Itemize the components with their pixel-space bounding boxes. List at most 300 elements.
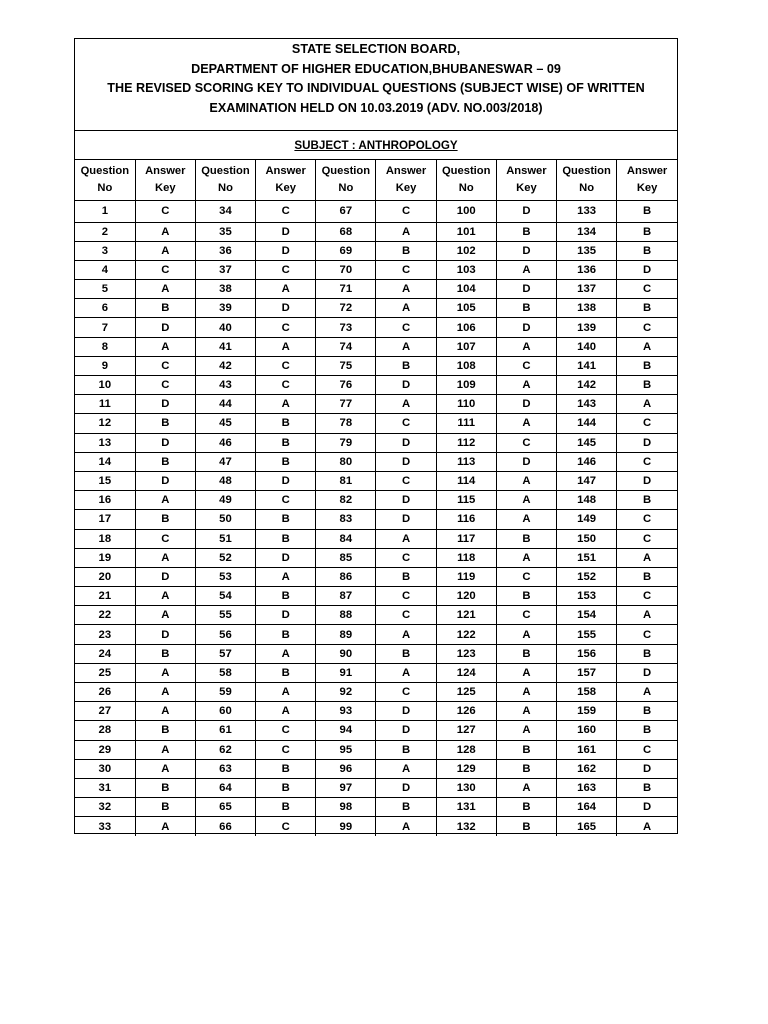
answer-key-header: Answer Key xyxy=(135,160,195,200)
answer-key-cell: C xyxy=(376,587,436,606)
board-name: STATE SELECTION BOARD, xyxy=(291,42,461,56)
table-row xyxy=(75,318,677,337)
question-number-cell: 11 xyxy=(75,395,135,414)
table-row xyxy=(75,548,677,567)
answer-key-cell: C xyxy=(135,529,195,548)
question-number-cell: 58 xyxy=(195,663,255,682)
answer-key-cell: B xyxy=(256,529,316,548)
answer-key-cell: B xyxy=(256,778,316,797)
question-number-cell: 22 xyxy=(75,606,135,625)
question-number-cell: 111 xyxy=(436,414,496,433)
answer-key-cell: B xyxy=(617,356,677,375)
answer-key-cell: B xyxy=(135,510,195,529)
question-number-cell: 12 xyxy=(75,414,135,433)
answer-key-cell: A xyxy=(135,491,195,510)
answer-key-cell: A xyxy=(376,222,436,241)
question-number-cell: 150 xyxy=(557,529,617,548)
question-number-cell: 148 xyxy=(557,491,617,510)
answer-key-cell: A xyxy=(496,683,556,702)
answer-key-cell: A xyxy=(135,817,195,836)
answer-key-cell: D xyxy=(135,395,195,414)
answer-key-cell: B xyxy=(376,644,436,663)
answer-key-cell: B xyxy=(617,299,677,318)
question-number-cell: 109 xyxy=(436,376,496,395)
table-row xyxy=(75,759,677,778)
answer-key-cell: A xyxy=(376,395,436,414)
question-number-cell: 15 xyxy=(75,471,135,490)
table-row xyxy=(75,200,677,222)
answer-key-cell: A xyxy=(617,337,677,356)
answer-key-cell: C xyxy=(617,740,677,759)
question-number-cell: 72 xyxy=(316,299,376,318)
answer-key-cell: A xyxy=(376,337,436,356)
table-row xyxy=(75,337,677,356)
answer-key-cell: C xyxy=(617,452,677,471)
answer-key-cell: A xyxy=(376,663,436,682)
question-number-cell: 84 xyxy=(316,529,376,548)
answer-key-cell: D xyxy=(496,318,556,337)
question-number-cell: 144 xyxy=(557,414,617,433)
question-number-cell: 77 xyxy=(316,395,376,414)
question-number-cell: 118 xyxy=(436,548,496,567)
question-number-cell: 115 xyxy=(436,491,496,510)
answer-key-cell: C xyxy=(256,260,316,279)
question-number-cell: 119 xyxy=(436,567,496,586)
question-number-cell: 74 xyxy=(316,337,376,356)
answer-key-cell: A xyxy=(496,471,556,490)
answer-key-cell: A xyxy=(496,491,556,510)
question-number-cell: 56 xyxy=(195,625,255,644)
question-number-cell: 90 xyxy=(316,644,376,663)
table-row xyxy=(75,778,677,797)
answer-key-cell: A xyxy=(135,587,195,606)
answer-key-header: Answer Key xyxy=(617,160,677,200)
question-number-cell: 46 xyxy=(195,433,255,452)
question-number-cell: 28 xyxy=(75,721,135,740)
answer-key-cell: A xyxy=(256,644,316,663)
question-number-cell: 40 xyxy=(195,318,255,337)
question-number-cell: 9 xyxy=(75,356,135,375)
question-number-cell: 39 xyxy=(195,299,255,318)
answer-key-cell: B xyxy=(256,587,316,606)
answer-key-cell: A xyxy=(496,414,556,433)
answer-key-cell: C xyxy=(376,414,436,433)
answer-key-cell: B xyxy=(496,529,556,548)
table-row xyxy=(75,567,677,586)
answer-key-cell: A xyxy=(617,606,677,625)
answer-key-cell: D xyxy=(256,471,316,490)
answer-key-cell: A xyxy=(256,395,316,414)
answer-key-cell: C xyxy=(617,625,677,644)
answer-key-cell: C xyxy=(376,683,436,702)
question-number-cell: 33 xyxy=(75,817,135,836)
question-number-cell: 140 xyxy=(557,337,617,356)
answer-key-cell: D xyxy=(376,721,436,740)
answer-key-cell: D xyxy=(256,222,316,241)
question-number-cell: 18 xyxy=(75,529,135,548)
question-number-cell: 52 xyxy=(195,548,255,567)
question-number-cell: 133 xyxy=(557,200,617,222)
answer-key-cell: D xyxy=(376,433,436,452)
question-number-cell: 139 xyxy=(557,318,617,337)
answer-key-cell: B xyxy=(496,740,556,759)
answer-key-cell: B xyxy=(256,625,316,644)
question-number-cell: 32 xyxy=(75,798,135,817)
answer-key-cell: B xyxy=(617,491,677,510)
question-number-cell: 69 xyxy=(316,241,376,260)
answer-key-cell: D xyxy=(376,452,436,471)
answer-key-cell: A xyxy=(135,663,195,682)
question-number-cell: 64 xyxy=(195,778,255,797)
answer-key-cell: A xyxy=(135,740,195,759)
answer-key-cell: A xyxy=(617,395,677,414)
table-row xyxy=(75,606,677,625)
answer-key-cell: A xyxy=(643,820,652,833)
question-number-cell: 8 xyxy=(75,337,135,356)
question-number-cell: 130 xyxy=(436,778,496,797)
question-number-cell: 20 xyxy=(75,567,135,586)
answer-key-table xyxy=(75,160,677,836)
examination-details: EXAMINATION HELD ON 10.03.2019 (ADV. NO.003/2018) xyxy=(209,100,543,115)
question-number-cell: 57 xyxy=(195,644,255,663)
question-number-cell: 67 xyxy=(316,200,376,222)
question-number-cell: 142 xyxy=(557,376,617,395)
answer-key-cell: D xyxy=(135,625,195,644)
question-number-cell: 123 xyxy=(436,644,496,663)
answer-key-cell: B xyxy=(617,200,677,222)
answer-key-cell: B xyxy=(617,702,677,721)
question-number-cell: 82 xyxy=(316,491,376,510)
question-number-cell: 75 xyxy=(316,356,376,375)
answer-key-cell: B xyxy=(256,663,316,682)
answer-key-cell: B xyxy=(496,222,556,241)
answer-key-cell: B xyxy=(376,567,436,586)
answer-key-cell: C xyxy=(617,510,677,529)
question-number-cell: 30 xyxy=(75,759,135,778)
question-number-cell: 132 xyxy=(436,817,496,836)
answer-key-cell: A xyxy=(256,337,316,356)
table-row xyxy=(75,260,677,279)
question-number-cell: 53 xyxy=(195,567,255,586)
answer-key-cell: D xyxy=(256,548,316,567)
question-number-cell: 31 xyxy=(75,778,135,797)
table-row xyxy=(75,241,677,260)
answer-key-cell: C xyxy=(256,721,316,740)
answer-key-cell: B xyxy=(617,644,677,663)
question-number-cell: 105 xyxy=(436,299,496,318)
answer-key-cell: A xyxy=(135,548,195,567)
answer-key-cell: A xyxy=(135,337,195,356)
question-number-cell: 129 xyxy=(436,759,496,778)
question-number-cell: 116 xyxy=(436,510,496,529)
table-row xyxy=(75,433,677,452)
answer-key-cell: A xyxy=(496,702,556,721)
question-number-cell: 152 xyxy=(557,567,617,586)
answer-key-cell: B xyxy=(617,241,677,260)
answer-key-cell: C xyxy=(496,356,556,375)
answer-key-cell: C xyxy=(256,740,316,759)
question-no-header: Question No xyxy=(316,160,376,200)
answer-key-cell: B xyxy=(256,433,316,452)
table-row xyxy=(75,356,677,375)
question-number-cell: 26 xyxy=(75,683,135,702)
answer-key-cell: A xyxy=(256,683,316,702)
question-number-cell: 100 xyxy=(436,200,496,222)
table-row xyxy=(75,587,677,606)
answer-key-cell: D xyxy=(617,759,677,778)
answer-key-cell: B xyxy=(135,798,195,817)
answer-key-cell: B xyxy=(256,759,316,778)
question-number-cell: 78 xyxy=(316,414,376,433)
question-number-cell: 164 xyxy=(557,798,617,817)
answer-key-cell: D xyxy=(496,395,556,414)
answer-key-cell: D xyxy=(496,241,556,260)
question-number-cell: 149 xyxy=(557,510,617,529)
question-number-cell: 160 xyxy=(557,721,617,740)
table-row xyxy=(75,683,677,702)
question-number-cell: 60 xyxy=(195,702,255,721)
answer-key-cell: A xyxy=(376,817,436,836)
answer-key-cell: D xyxy=(135,471,195,490)
answer-key-cell: D xyxy=(135,433,195,452)
document-header xyxy=(75,39,677,131)
question-number-cell: 163 xyxy=(557,778,617,797)
question-number-cell: 127 xyxy=(436,721,496,740)
answer-key-cell: C xyxy=(135,356,195,375)
answer-key-cell: A xyxy=(376,280,436,299)
answer-key-cell: A xyxy=(496,376,556,395)
question-number-cell: 59 xyxy=(195,683,255,702)
question-number-cell: 99 xyxy=(316,817,376,836)
question-no-header: Question No xyxy=(436,160,496,200)
question-number-cell: 161 xyxy=(557,740,617,759)
answer-key-cell: D xyxy=(617,260,677,279)
question-number-cell: 113 xyxy=(436,452,496,471)
question-number-cell: 85 xyxy=(316,548,376,567)
table-row xyxy=(75,491,677,510)
answer-key-cell: A xyxy=(135,759,195,778)
answer-key-cell: D xyxy=(376,376,436,395)
subject-row xyxy=(75,131,677,160)
question-number-cell: 135 xyxy=(557,241,617,260)
question-number-cell: 102 xyxy=(436,241,496,260)
question-number-cell: 131 xyxy=(436,798,496,817)
question-number-cell: 23 xyxy=(75,625,135,644)
answer-key-cell: B xyxy=(617,376,677,395)
answer-key-cell: D xyxy=(135,567,195,586)
question-number-cell: 107 xyxy=(436,337,496,356)
question-number-cell: 25 xyxy=(75,663,135,682)
answer-key-cell: A xyxy=(376,625,436,644)
answer-key-cell: D xyxy=(496,200,556,222)
table-row xyxy=(75,740,677,759)
question-number-cell: 108 xyxy=(436,356,496,375)
question-number-cell: 94 xyxy=(316,721,376,740)
question-number-cell: 86 xyxy=(316,567,376,586)
answer-key-cell: B xyxy=(135,414,195,433)
question-number-cell: 151 xyxy=(557,548,617,567)
answer-key-cell: B xyxy=(256,510,316,529)
question-number-cell: 124 xyxy=(436,663,496,682)
question-number-cell: 2 xyxy=(75,222,135,241)
answer-key-cell: B xyxy=(376,241,436,260)
question-number-cell: 27 xyxy=(75,702,135,721)
answer-key-cell: D xyxy=(496,452,556,471)
answer-key-cell: D xyxy=(256,241,316,260)
answer-key-cell: C xyxy=(496,433,556,452)
question-number-cell: 98 xyxy=(316,798,376,817)
answer-key-cell: A xyxy=(496,548,556,567)
question-number-cell: 91 xyxy=(316,663,376,682)
question-number-cell: 55 xyxy=(195,606,255,625)
table-row xyxy=(75,414,677,433)
table-row xyxy=(75,702,677,721)
question-number-cell: 104 xyxy=(436,280,496,299)
question-number-cell: 51 xyxy=(195,529,255,548)
answer-key-cell: A xyxy=(496,721,556,740)
answer-key-cell: A xyxy=(617,548,677,567)
answer-key-cell: C xyxy=(256,491,316,510)
question-number-cell: 76 xyxy=(316,376,376,395)
answer-key-cell: B xyxy=(496,299,556,318)
answer-key-cell: D xyxy=(376,510,436,529)
answer-key-cell: C xyxy=(376,548,436,567)
answer-key-cell: C xyxy=(617,529,677,548)
question-number-cell: 68 xyxy=(316,222,376,241)
question-number-cell: 44 xyxy=(195,395,255,414)
answer-key-cell: C xyxy=(617,318,677,337)
question-number-cell: 159 xyxy=(557,702,617,721)
answer-key-cell: B xyxy=(496,587,556,606)
answer-key-header: Answer Key xyxy=(376,160,436,200)
question-number-cell: 62 xyxy=(195,740,255,759)
question-number-cell: 141 xyxy=(557,356,617,375)
question-number-cell: 13 xyxy=(75,433,135,452)
answer-key-body xyxy=(75,200,677,836)
question-number-cell: 110 xyxy=(436,395,496,414)
answer-key-cell: A xyxy=(256,702,316,721)
answer-key-sheet xyxy=(74,38,678,834)
answer-key-cell: A xyxy=(617,683,677,702)
answer-key-cell: B xyxy=(135,644,195,663)
question-number-cell: 143 xyxy=(557,395,617,414)
question-number-cell: 50 xyxy=(195,510,255,529)
question-number-cell: 114 xyxy=(436,471,496,490)
subject-label: SUBJECT : ANTHROPOLOGY xyxy=(294,138,458,152)
answer-key-cell: C xyxy=(135,200,195,222)
question-number-cell: 49 xyxy=(195,491,255,510)
question-number-cell: 121 xyxy=(436,606,496,625)
table-row xyxy=(75,452,677,471)
table-header-row xyxy=(75,160,677,200)
question-number-cell: 42 xyxy=(195,356,255,375)
answer-key-cell: C xyxy=(376,606,436,625)
question-number-cell: 89 xyxy=(316,625,376,644)
question-number-cell: 1 xyxy=(75,200,135,222)
answer-key-cell: A xyxy=(496,663,556,682)
question-number-cell: 126 xyxy=(436,702,496,721)
answer-key-cell: C xyxy=(376,260,436,279)
question-number-cell: 128 xyxy=(436,740,496,759)
table-row xyxy=(75,222,677,241)
question-number-cell: 134 xyxy=(557,222,617,241)
answer-key-cell: C xyxy=(376,318,436,337)
answer-key-cell: C xyxy=(617,414,677,433)
question-number-cell: 66 xyxy=(195,817,255,836)
answer-key-cell: C xyxy=(496,567,556,586)
question-number-cell: 7 xyxy=(75,318,135,337)
answer-key-cell: A xyxy=(135,683,195,702)
answer-key-header: Answer Key xyxy=(496,160,556,200)
question-number-cell: 97 xyxy=(316,778,376,797)
answer-key-cell: C xyxy=(617,280,677,299)
question-number-cell: 103 xyxy=(436,260,496,279)
question-number-cell: 47 xyxy=(195,452,255,471)
question-number-cell: 156 xyxy=(557,644,617,663)
question-no-header: Question No xyxy=(195,160,255,200)
question-number-cell: 70 xyxy=(316,260,376,279)
question-number-cell: 87 xyxy=(316,587,376,606)
answer-key-cell: B xyxy=(376,740,436,759)
answer-key-cell: A xyxy=(135,280,195,299)
answer-key-cell: C xyxy=(256,817,316,836)
answer-key-cell: C xyxy=(496,606,556,625)
table-row xyxy=(75,663,677,682)
answer-key-cell: A xyxy=(135,222,195,241)
answer-key-cell: C xyxy=(617,587,677,606)
table-row xyxy=(75,376,677,395)
question-number-cell: 10 xyxy=(75,376,135,395)
question-number-cell: 95 xyxy=(316,740,376,759)
question-number-cell: 5 xyxy=(75,280,135,299)
answer-key-cell: C xyxy=(256,376,316,395)
question-number-cell: 6 xyxy=(75,299,135,318)
table-row xyxy=(75,510,677,529)
table-row xyxy=(75,644,677,663)
answer-key-cell: C xyxy=(256,356,316,375)
question-number-cell: 83 xyxy=(316,510,376,529)
question-number-cell: 81 xyxy=(316,471,376,490)
answer-key-cell: A xyxy=(376,759,436,778)
answer-key-cell: B xyxy=(135,778,195,797)
answer-key-cell: A xyxy=(256,280,316,299)
department-name: DEPARTMENT OF HIGHER EDUCATION,BHUBANESWAR – 09 xyxy=(191,61,561,76)
question-number-cell: 4 xyxy=(75,260,135,279)
answer-key-cell: A xyxy=(376,299,436,318)
answer-key-cell: D xyxy=(376,702,436,721)
answer-key-cell: C xyxy=(256,200,316,222)
answer-key-cell: D xyxy=(617,663,677,682)
answer-key-cell: A xyxy=(496,260,556,279)
answer-key-cell: B xyxy=(135,721,195,740)
answer-key-cell: C xyxy=(135,376,195,395)
question-number-cell: 158 xyxy=(557,683,617,702)
question-number-cell: 117 xyxy=(436,529,496,548)
question-number-cell: 101 xyxy=(436,222,496,241)
question-number-cell: 88 xyxy=(316,606,376,625)
question-number-cell: 29 xyxy=(75,740,135,759)
question-number-cell: 136 xyxy=(557,260,617,279)
question-number-cell: 120 xyxy=(436,587,496,606)
answer-key-cell: A xyxy=(496,625,556,644)
table-row xyxy=(75,299,677,318)
answer-key-cell: A xyxy=(135,241,195,260)
table-row xyxy=(75,817,677,836)
question-number-cell: 106 xyxy=(436,318,496,337)
answer-key-header: Answer Key xyxy=(256,160,316,200)
answer-key-cell: D xyxy=(376,491,436,510)
answer-key-cell: C xyxy=(135,260,195,279)
